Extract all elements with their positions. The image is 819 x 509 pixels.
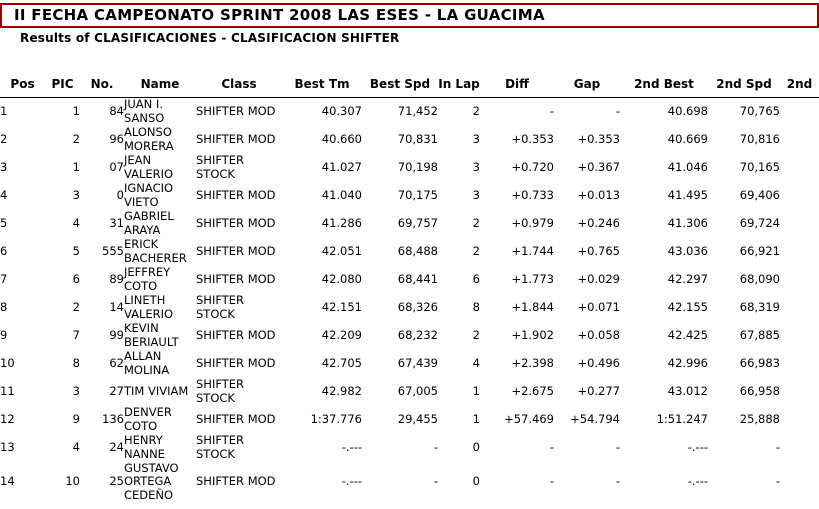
cell-second_spd: 70,765 <box>739 104 780 118</box>
cell-no: 99 <box>109 327 124 342</box>
cell-best_tm: 1:37.776 <box>310 411 362 426</box>
table-row <box>0 210 819 238</box>
cell-pos: 4 <box>0 187 8 202</box>
cell-best_spd: 69,757 <box>397 215 438 230</box>
cell-pos: 3 <box>0 159 8 174</box>
cell-best_tm: 42.209 <box>321 327 362 342</box>
cell-best_tm: 41.040 <box>321 187 362 202</box>
cell-second_best: 43.012 <box>667 383 708 398</box>
cell-gap: +0.277 <box>577 383 620 398</box>
cell-second_spd: 69,724 <box>739 215 780 230</box>
cell-class: SHIFTER MOD <box>196 411 276 426</box>
cell-in_lap: 8 <box>472 299 480 314</box>
cell-no: 136 <box>102 411 124 426</box>
cell-name: HENRY NANNE <box>124 433 165 461</box>
cell-second_spd: 66,983 <box>739 355 780 370</box>
cell-no: 25 <box>109 474 124 488</box>
cell-best_spd: 67,439 <box>397 355 438 370</box>
cell-pic: 4 <box>72 215 80 230</box>
cell-second <box>780 462 819 503</box>
cell-second <box>780 294 819 322</box>
cell-pic: 8 <box>72 355 80 370</box>
cell-best_spd: 70,198 <box>397 159 438 174</box>
cell-second_spd: 67,885 <box>739 327 780 342</box>
cell-pos: 5 <box>0 215 8 230</box>
table-row <box>0 322 819 350</box>
cell-gap: +0.013 <box>577 187 620 202</box>
cell-diff: +2.675 <box>511 383 554 398</box>
table-row <box>0 182 819 210</box>
cell-best_spd: - <box>433 439 438 454</box>
cell-diff: +1.773 <box>511 271 554 286</box>
cell-second_best: 42.297 <box>667 271 708 286</box>
table-header-row <box>0 74 819 98</box>
cell-second_best: 42.155 <box>667 299 708 314</box>
cell-pos: 6 <box>0 243 8 258</box>
cell-second_best: 40.669 <box>667 131 708 146</box>
cell-pos: 7 <box>0 271 8 286</box>
cell-second <box>780 210 819 238</box>
cell-pic: 6 <box>72 271 80 286</box>
column-header-name: Name <box>124 74 196 98</box>
cell-second <box>780 238 819 266</box>
cell-best_spd: 67,005 <box>397 383 438 398</box>
cell-class: SHIFTER MOD <box>196 474 276 488</box>
cell-diff: - <box>549 474 554 488</box>
column-header-class: Class <box>196 74 282 98</box>
table-row <box>0 98 819 126</box>
cell-name: TIM VIVIAM <box>124 383 189 398</box>
cell-pic: 3 <box>72 383 80 398</box>
results-body <box>0 98 819 503</box>
cell-second_best: -.--- <box>687 439 708 454</box>
cell-best_tm: 41.286 <box>321 215 362 230</box>
cell-gap: +54.794 <box>570 411 620 426</box>
page-subtitle: Results of CLASIFICACIONES - CLASIFICACION SHIFTER <box>20 31 400 45</box>
results-table-head <box>0 74 819 98</box>
cell-second_spd: - <box>775 439 780 454</box>
cell-best_tm: 42.151 <box>321 299 362 314</box>
cell-second_spd: 70,165 <box>739 159 780 174</box>
cell-in_lap: 3 <box>472 187 480 202</box>
cell-second_best: 41.495 <box>667 187 708 202</box>
cell-diff: +0.979 <box>511 215 554 230</box>
cell-second <box>780 126 819 154</box>
cell-pic: 2 <box>72 299 80 314</box>
cell-second_best: 1:51.247 <box>656 411 708 426</box>
cell-no: 84 <box>109 104 124 118</box>
table-row <box>0 154 819 182</box>
cell-no: 62 <box>109 355 124 370</box>
cell-best_tm: -.--- <box>341 439 362 454</box>
cell-pic: 9 <box>72 411 80 426</box>
cell-best_tm: 42.080 <box>321 271 362 286</box>
cell-no: 96 <box>109 131 124 146</box>
cell-pos: 14 <box>0 474 15 488</box>
cell-gap: +0.029 <box>577 271 620 286</box>
cell-name: JEAN VALERIO <box>124 153 174 181</box>
cell-pos: 13 <box>0 439 15 454</box>
cell-in_lap: 2 <box>472 243 480 258</box>
cell-name: LINETH VALERIO <box>124 293 174 321</box>
cell-gap: - <box>615 439 620 454</box>
cell-second_spd: 66,921 <box>739 243 780 258</box>
cell-name: IGNACIO VIETO <box>124 181 174 209</box>
cell-best_spd: 70,175 <box>397 187 438 202</box>
cell-gap: +0.496 <box>577 355 620 370</box>
cell-gap: +0.353 <box>577 131 620 146</box>
cell-gap: +0.071 <box>577 299 620 314</box>
cell-diff: - <box>549 104 554 118</box>
cell-gap: +0.246 <box>577 215 620 230</box>
cell-no: 31 <box>109 215 124 230</box>
column-header-best_tm: Best Tm <box>282 74 362 98</box>
table-row <box>0 434 819 462</box>
cell-pos: 1 <box>0 104 8 118</box>
table-row <box>0 378 819 406</box>
cell-best_tm: 40.660 <box>321 131 362 146</box>
cell-pic: 3 <box>72 187 80 202</box>
cell-best_tm: 42.705 <box>321 355 362 370</box>
cell-class: SHIFTER MOD <box>196 131 276 146</box>
cell-in_lap: 3 <box>472 131 480 146</box>
column-header-second_best: 2nd Best <box>620 74 708 98</box>
table-row <box>0 238 819 266</box>
cell-best_spd: 68,232 <box>397 327 438 342</box>
cell-pic: 7 <box>72 327 80 342</box>
cell-in_lap: 1 <box>472 411 480 426</box>
cell-second_best: 40.698 <box>667 104 708 118</box>
cell-class: SHIFTER MOD <box>196 215 276 230</box>
cell-class: SHIFTER MOD <box>196 243 276 258</box>
column-header-in_lap: In Lap <box>438 74 480 98</box>
cell-name: GUSTAVO ORTEGA CEDEÑO <box>124 460 179 502</box>
cell-in_lap: 2 <box>472 215 480 230</box>
column-header-diff: Diff <box>480 74 554 98</box>
cell-in_lap: 3 <box>472 159 480 174</box>
cell-class: SHIFTER STOCK <box>196 433 245 461</box>
cell-best_spd: 70,831 <box>397 131 438 146</box>
cell-second_spd: 70,816 <box>739 131 780 146</box>
cell-diff: +0.720 <box>511 159 554 174</box>
cell-name: ALLAN MOLINA <box>124 349 170 377</box>
cell-pos: 10 <box>0 355 15 370</box>
cell-best_spd: 68,326 <box>397 299 438 314</box>
table-row <box>0 462 819 503</box>
cell-best_tm: 42.051 <box>321 243 362 258</box>
cell-pic: 2 <box>72 131 80 146</box>
cell-class: SHIFTER MOD <box>196 327 276 342</box>
cell-second_spd: - <box>775 474 780 488</box>
results-table <box>0 74 819 502</box>
cell-in_lap: 0 <box>472 439 480 454</box>
cell-second_best: 42.996 <box>667 355 708 370</box>
table-row <box>0 294 819 322</box>
cell-second <box>780 434 819 462</box>
cell-in_lap: 1 <box>472 383 480 398</box>
cell-second_spd: 68,090 <box>739 271 780 286</box>
cell-diff: - <box>549 439 554 454</box>
column-header-pos: Pos <box>0 74 45 98</box>
cell-second <box>780 266 819 294</box>
cell-second_best: 41.306 <box>667 215 708 230</box>
cell-second_spd: 68,319 <box>739 299 780 314</box>
cell-name: KEVIN BERIAULT <box>124 321 179 349</box>
cell-name: DENVER COTO <box>124 405 172 433</box>
cell-in_lap: 2 <box>472 104 480 118</box>
cell-second_spd: 69,406 <box>739 187 780 202</box>
cell-in_lap: 4 <box>472 355 480 370</box>
cell-name: JEFFREY COTO <box>124 265 171 293</box>
cell-diff: +1.902 <box>511 327 554 342</box>
cell-class: SHIFTER MOD <box>196 355 276 370</box>
column-header-second_spd: 2nd Spd <box>708 74 780 98</box>
cell-name: GABRIEL ARAYA <box>124 209 174 237</box>
cell-second <box>780 406 819 434</box>
cell-no: 555 <box>102 243 124 258</box>
cell-best_spd: - <box>433 474 438 488</box>
cell-diff: +2.398 <box>511 355 554 370</box>
cell-in_lap: 2 <box>472 327 480 342</box>
cell-best_tm: 41.027 <box>321 159 362 174</box>
cell-pic: 1 <box>72 104 80 118</box>
cell-second_spd: 66,958 <box>739 383 780 398</box>
cell-second <box>780 154 819 182</box>
cell-pic: 1 <box>72 159 80 174</box>
cell-no: 24 <box>109 439 124 454</box>
column-header-best_spd: Best Spd <box>362 74 438 98</box>
page-title: II FECHA CAMPEONATO SPRINT 2008 LAS ESES - LA GUACIMA <box>14 6 545 24</box>
cell-gap: - <box>615 104 620 118</box>
cell-best_spd: 71,452 <box>397 104 438 118</box>
cell-class: SHIFTER MOD <box>196 104 276 118</box>
cell-pic: 4 <box>72 439 80 454</box>
cell-name: ERICK BACHERER <box>124 237 187 265</box>
cell-best_spd: 68,441 <box>397 271 438 286</box>
column-header-pic: PIC <box>45 74 80 98</box>
cell-class: SHIFTER STOCK <box>196 153 245 181</box>
cell-diff: +0.733 <box>511 187 554 202</box>
cell-pic: 10 <box>65 474 80 488</box>
results-page <box>0 3 819 509</box>
cell-gap: +0.367 <box>577 159 620 174</box>
cell-class: SHIFTER MOD <box>196 187 276 202</box>
cell-second_best: 42.425 <box>667 327 708 342</box>
cell-pos: 11 <box>0 383 15 398</box>
cell-second <box>780 350 819 378</box>
cell-class: SHIFTER MOD <box>196 271 276 286</box>
cell-class: SHIFTER STOCK <box>196 377 245 405</box>
cell-second_best: 43.036 <box>667 243 708 258</box>
cell-no: 27 <box>109 383 124 398</box>
cell-name: JUAN I. SANSO <box>124 97 165 125</box>
cell-diff: +0.353 <box>511 131 554 146</box>
cell-diff: +57.469 <box>504 411 554 426</box>
cell-in_lap: 6 <box>472 271 480 286</box>
column-header-second: 2nd <box>780 74 819 98</box>
cell-no: 14 <box>109 299 124 314</box>
cell-gap: +0.058 <box>577 327 620 342</box>
column-header-gap: Gap <box>554 74 620 98</box>
cell-class: SHIFTER STOCK <box>196 293 245 321</box>
cell-second_best: -.--- <box>687 474 708 488</box>
table-row <box>0 266 819 294</box>
cell-second_spd: 25,888 <box>739 411 780 426</box>
cell-name: ALONSO MORERA <box>124 125 174 153</box>
column-header-no: No. <box>80 74 124 98</box>
cell-pos: 8 <box>0 299 8 314</box>
cell-second <box>780 182 819 210</box>
cell-best_tm: 42.982 <box>321 383 362 398</box>
cell-best_tm: 40.307 <box>321 104 362 118</box>
cell-best_spd: 68,488 <box>397 243 438 258</box>
cell-second <box>780 378 819 406</box>
cell-best_tm: -.--- <box>341 474 362 488</box>
cell-pos: 9 <box>0 327 8 342</box>
cell-gap: - <box>615 474 620 488</box>
cell-second_best: 41.046 <box>667 159 708 174</box>
title-banner <box>0 3 819 28</box>
cell-gap: +0.765 <box>577 243 620 258</box>
cell-diff: +1.744 <box>511 243 554 258</box>
cell-in_lap: 0 <box>472 474 480 488</box>
cell-no: 07 <box>109 159 124 174</box>
cell-pic: 5 <box>72 243 80 258</box>
cell-pos: 12 <box>0 411 15 426</box>
cell-second <box>780 322 819 350</box>
cell-diff: +1.844 <box>511 299 554 314</box>
cell-pos: 2 <box>0 131 8 146</box>
table-row <box>0 350 819 378</box>
cell-best_spd: 29,455 <box>397 411 438 426</box>
table-row <box>0 126 819 154</box>
table-row <box>0 406 819 434</box>
cell-second <box>780 98 819 126</box>
cell-no: 89 <box>109 271 124 286</box>
cell-no: 0 <box>116 187 124 202</box>
